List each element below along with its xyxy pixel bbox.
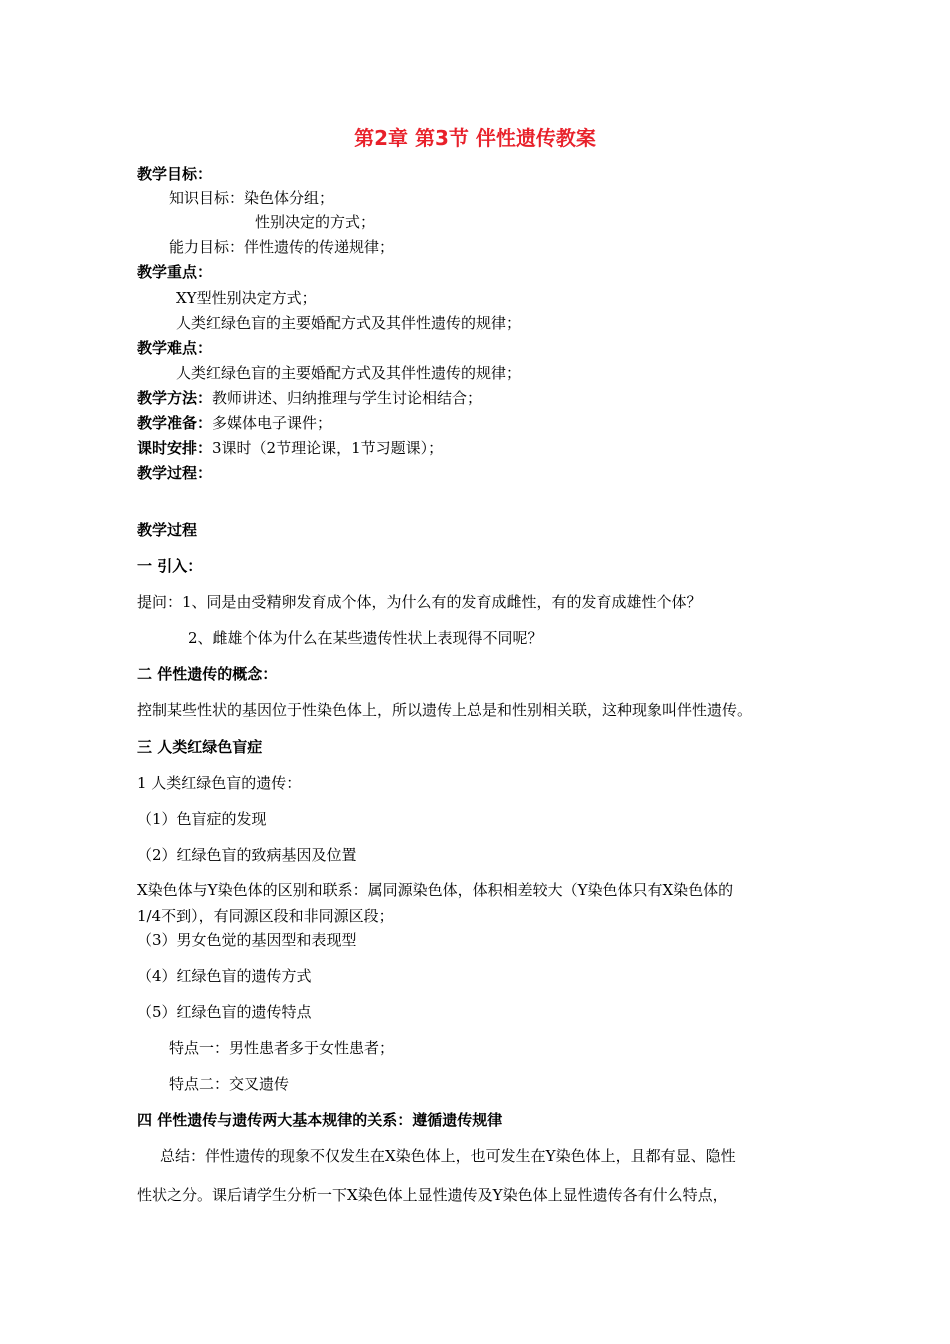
section-3-item-3: （3）男女色觉的基因型和表现型 [137, 931, 357, 949]
knowledge-objective-cont: 性别决定的方式； [255, 213, 376, 231]
difficulty-1: 人类红绿色盲的主要婚配方式及其伴性遗传的规律； [176, 364, 522, 382]
key-point-2: 人类红绿色盲的主要婚配方式及其伴性遗传的规律； [176, 314, 522, 332]
feature-2: 特点二：交叉遗传 [169, 1075, 290, 1093]
prep-text: 多媒体电子课件； [212, 414, 333, 432]
page-title: 第2章 第3节 伴性遗传教案 [354, 126, 596, 150]
objectives-label: 教学目标： [137, 165, 213, 183]
summary-line-1: 总结：伴性遗传的现象不仅发生在X染色体上，也可发生在Y染色体上，且都有显、隐性 [160, 1147, 736, 1165]
section-1-heading: 一 引入： [137, 557, 203, 575]
process-label: 教学过程： [137, 464, 213, 482]
section-3-item-1: （1）色盲症的发现 [137, 810, 267, 828]
ability-objective: 能力目标：伴性遗传的传递规律； [169, 238, 395, 256]
section-3-item-5: （5）红绿色盲的遗传特点 [137, 1003, 312, 1021]
schedule-label: 课时安排： [137, 439, 213, 457]
schedule-line [137, 438, 443, 458]
key-point-1: XY型性别决定方式； [176, 289, 317, 307]
summary-line-2: 性状之分。课后请学生分析一下X染色体上显性遗传及Y染色体上显性遗传各有什么特点， [137, 1186, 728, 1204]
process-heading: 教学过程 [137, 521, 198, 539]
section-3-sub-1: 1 人类红绿色盲的遗传： [137, 774, 302, 792]
section-3-heading: 三 人类红绿色盲症 [137, 738, 263, 756]
xy-comparison-line-1: X染色体与Y染色体的区别和联系：属同源染色体，体积相差较大（Y染色体只有X染色体的 [137, 881, 734, 899]
method-line [137, 388, 482, 408]
prep-label: 教学准备： [137, 414, 213, 432]
knowledge-objective: 知识目标：染色体分组； [169, 189, 335, 207]
section-3-item-2: （2）红绿色盲的致病基因及位置 [137, 846, 357, 864]
prep-line [137, 413, 332, 433]
xy-comparison-line-2: 1/4不到），有同源区段和非同源区段； [137, 907, 394, 925]
schedule-text: 3课时（2节理论课，1节习题课）； [212, 439, 444, 457]
method-label: 教学方法： [137, 389, 213, 407]
difficulty-label: 教学难点： [137, 339, 213, 357]
section-2-text: 控制某些性状的基因位于性染色体上，所以遗传上总是和性别相关联，这种现象叫伴性遗传。 [137, 701, 753, 719]
feature-1: 特点一：男性患者多于女性患者； [169, 1039, 395, 1057]
key-points-label: 教学重点： [137, 263, 213, 281]
method-text: 教师讲述、归纳推理与学生讨论相结合； [212, 389, 483, 407]
question-2: 2、雌雄个体为什么在某些遗传性状上表现得不同呢？ [188, 629, 543, 647]
section-4-heading: 四 伴性遗传与遗传两大基本规律的关系：遵循遗传规律 [137, 1111, 503, 1129]
question-1: 提问：1、同是由受精卵发育成个体，为什么有的发育成雌性，有的发育成雄性个体？ [137, 593, 702, 611]
section-2-heading: 二 伴性遗传的概念： [137, 665, 278, 683]
section-3-item-4: （4）红绿色盲的遗传方式 [137, 967, 312, 985]
